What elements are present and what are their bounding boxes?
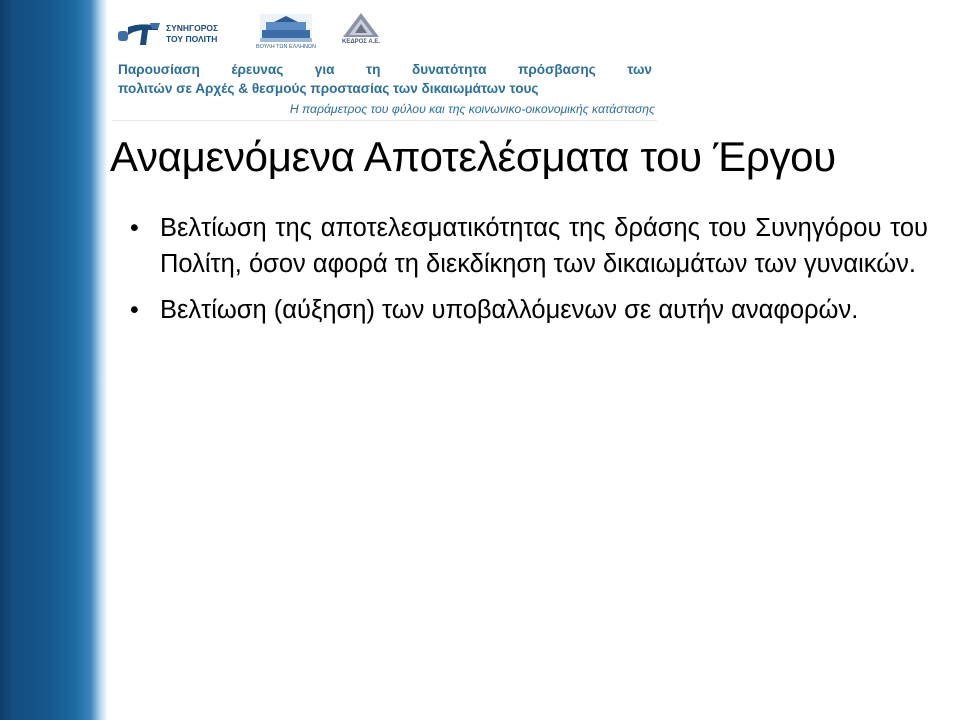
- sidebar-dark-edge: [0, 0, 14, 720]
- bullet-text: Βελτίωση (αύξηση) των υποβαλλόμενων σε αυτήν αναφορών.: [160, 296, 859, 324]
- synigoros-logo: [118, 18, 236, 50]
- bullet-list: [128, 210, 928, 338]
- bullet-dot: •: [130, 296, 139, 324]
- synigoros-line-1: ΣΥΝΗΓΟΡΟΣ: [166, 23, 219, 33]
- sidebar-band: [0, 0, 108, 720]
- kedros-logo: [338, 12, 384, 52]
- parliament-building-icon: [260, 14, 312, 42]
- synigoros-emblem-icon: [118, 19, 162, 49]
- bullet-item: [128, 292, 928, 328]
- subtitle-line-2: πολιτών σε Αρχές & θεσμούς προστασίας των δικαιωμάτων τους: [118, 81, 539, 96]
- bullet-dot: •: [130, 214, 139, 242]
- vouli-caption: ΒΟΥΛΗ ΤΩΝ ΕΛΛΗΝΩΝ: [255, 44, 317, 50]
- synigoros-line-2: ΤΟΥ ΠΟΛΙΤΗ: [166, 34, 218, 44]
- kedros-caption: ΚΕΔΡΟΣ Α.Ε.: [341, 39, 381, 45]
- research-subtitle: [112, 58, 657, 121]
- slide-title: Αναμενόμενα Αποτελέσματα του Έργου: [110, 133, 836, 180]
- bullet-item: [128, 210, 928, 282]
- vouli-logo: [253, 14, 319, 54]
- kedros-triangle-icon: [342, 12, 380, 38]
- subtitle-line-3: Η παράμετρος του φύλου και της κοινωνικο-οικονομικής κατάστασης: [289, 102, 655, 116]
- bullet-text: Βελτίωση της αποτελεσματικότητας της δράσης του Συνηγόρου του Πολίτη, όσον αφορά τη διεκδίκηση των δικαιωμάτων των γυναικών.: [160, 214, 928, 278]
- subtitle-line-1: Παρουσίαση έρευνας για τη δυνατότητα πρόσβασης των: [118, 62, 652, 77]
